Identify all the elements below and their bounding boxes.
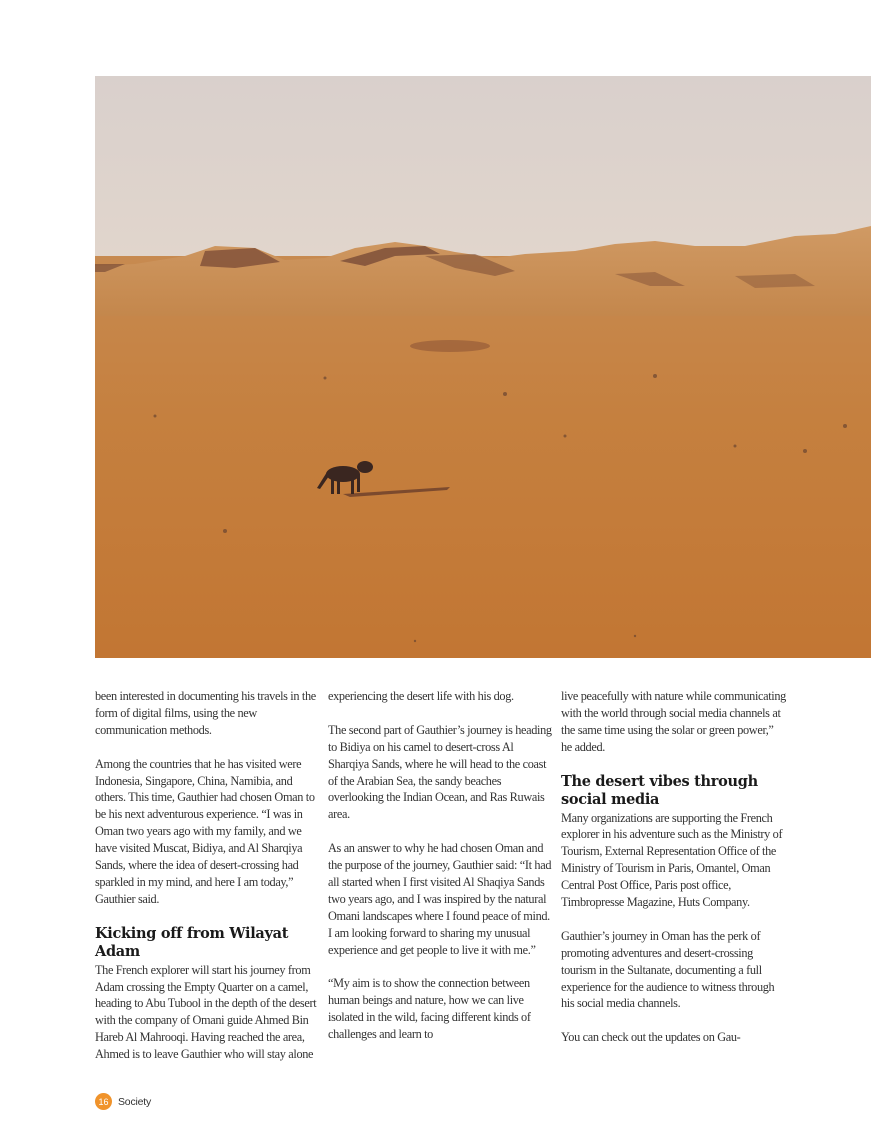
paragraph: been interested in documenting his travels in the form of digital films, using the new communication methods. — [95, 689, 316, 737]
sand-depression — [410, 340, 490, 352]
paragraph: As an answer to why he had chosen Oman and the purpose of the journey, Gauthier said: “It had all started when I first visited Al Shaqiya Sands two years ago, and I was inspired by the natural Omani landscapes where I found peace of mind. I am looking forward to sharing my unusual experience and get people to live it with me.” — [328, 841, 552, 957]
desert-landscape-image — [95, 76, 871, 658]
paragraph: The French explorer will start his journey from Adam crossing the Empty Quarter on a camel, heading to Abu Tubool in the depth of the desert with the company of Omani guide Ahmed Bin Hareb Al Mahrooqi. Having reached the area, Ahmed is to leave Gauthier who will stay alone — [95, 962, 317, 1062]
paragraph: You can check out the updates on Gau- — [561, 1030, 741, 1045]
section-label: Society — [118, 1095, 152, 1108]
paragraph: Gauthier’s journey in Oman has the perk of promoting adventures and desert-crossing tourism in the Sultanate, documenting a full experience for the audience to witness through his social media channels. — [561, 928, 775, 1011]
sand-ground — [95, 256, 871, 658]
article-column-1 — [95, 688, 321, 1080]
paragraph: Among the countries that he has visited were Indonesia, Singapore, China, Namibia, and others. This time, Gauthier had chosen Oman to be his next adventurous experience. “I was in Oman two years ago with my family, and we have visited Muscat, Bidiya, and Al Sharqiya Sands, where the idea of desert-crossing had sparkled in my mind, and here I am today,” Gauthier said. — [95, 756, 315, 906]
article-column-3 — [561, 688, 787, 1063]
paragraph: Many organizations are supporting the French explorer in his adventure such as the Ministry of Tourism, External Representation Office of the Ministry of Tourism in Paris, Omantel, Oman Central Post Office, Paris post office, Timbropresse Magazine, Huts Company. — [561, 810, 783, 910]
paragraph: “My aim is to show the connection between human beings and nature, how we can live isolated in the wild, facing different kinds of challenges and learn to — [328, 976, 531, 1042]
page-footer — [95, 1093, 151, 1110]
paragraph: live peacefully with nature while communicating with the world through social media channels at the same time using the solar or green power,” he added. — [561, 689, 786, 754]
desert-photo — [95, 76, 871, 658]
page-number-badge: 16 — [95, 1093, 112, 1110]
paragraph: experiencing the desert life with his dog. — [328, 689, 514, 703]
section-heading: The desert vibes through social media — [561, 772, 758, 808]
section-heading: Kicking off from Wilayat Adam — [95, 924, 289, 960]
paragraph: The second part of Gauthier’s journey is heading to Bidiya on his camel to desert-cross Al Sharqiya Sands, where he will head to the coast of the Arabian Sea, the sandy beaches overlooking the Indian Ocean, and Ras Ruwais area. — [328, 722, 552, 822]
article-column-2 — [328, 688, 554, 1060]
